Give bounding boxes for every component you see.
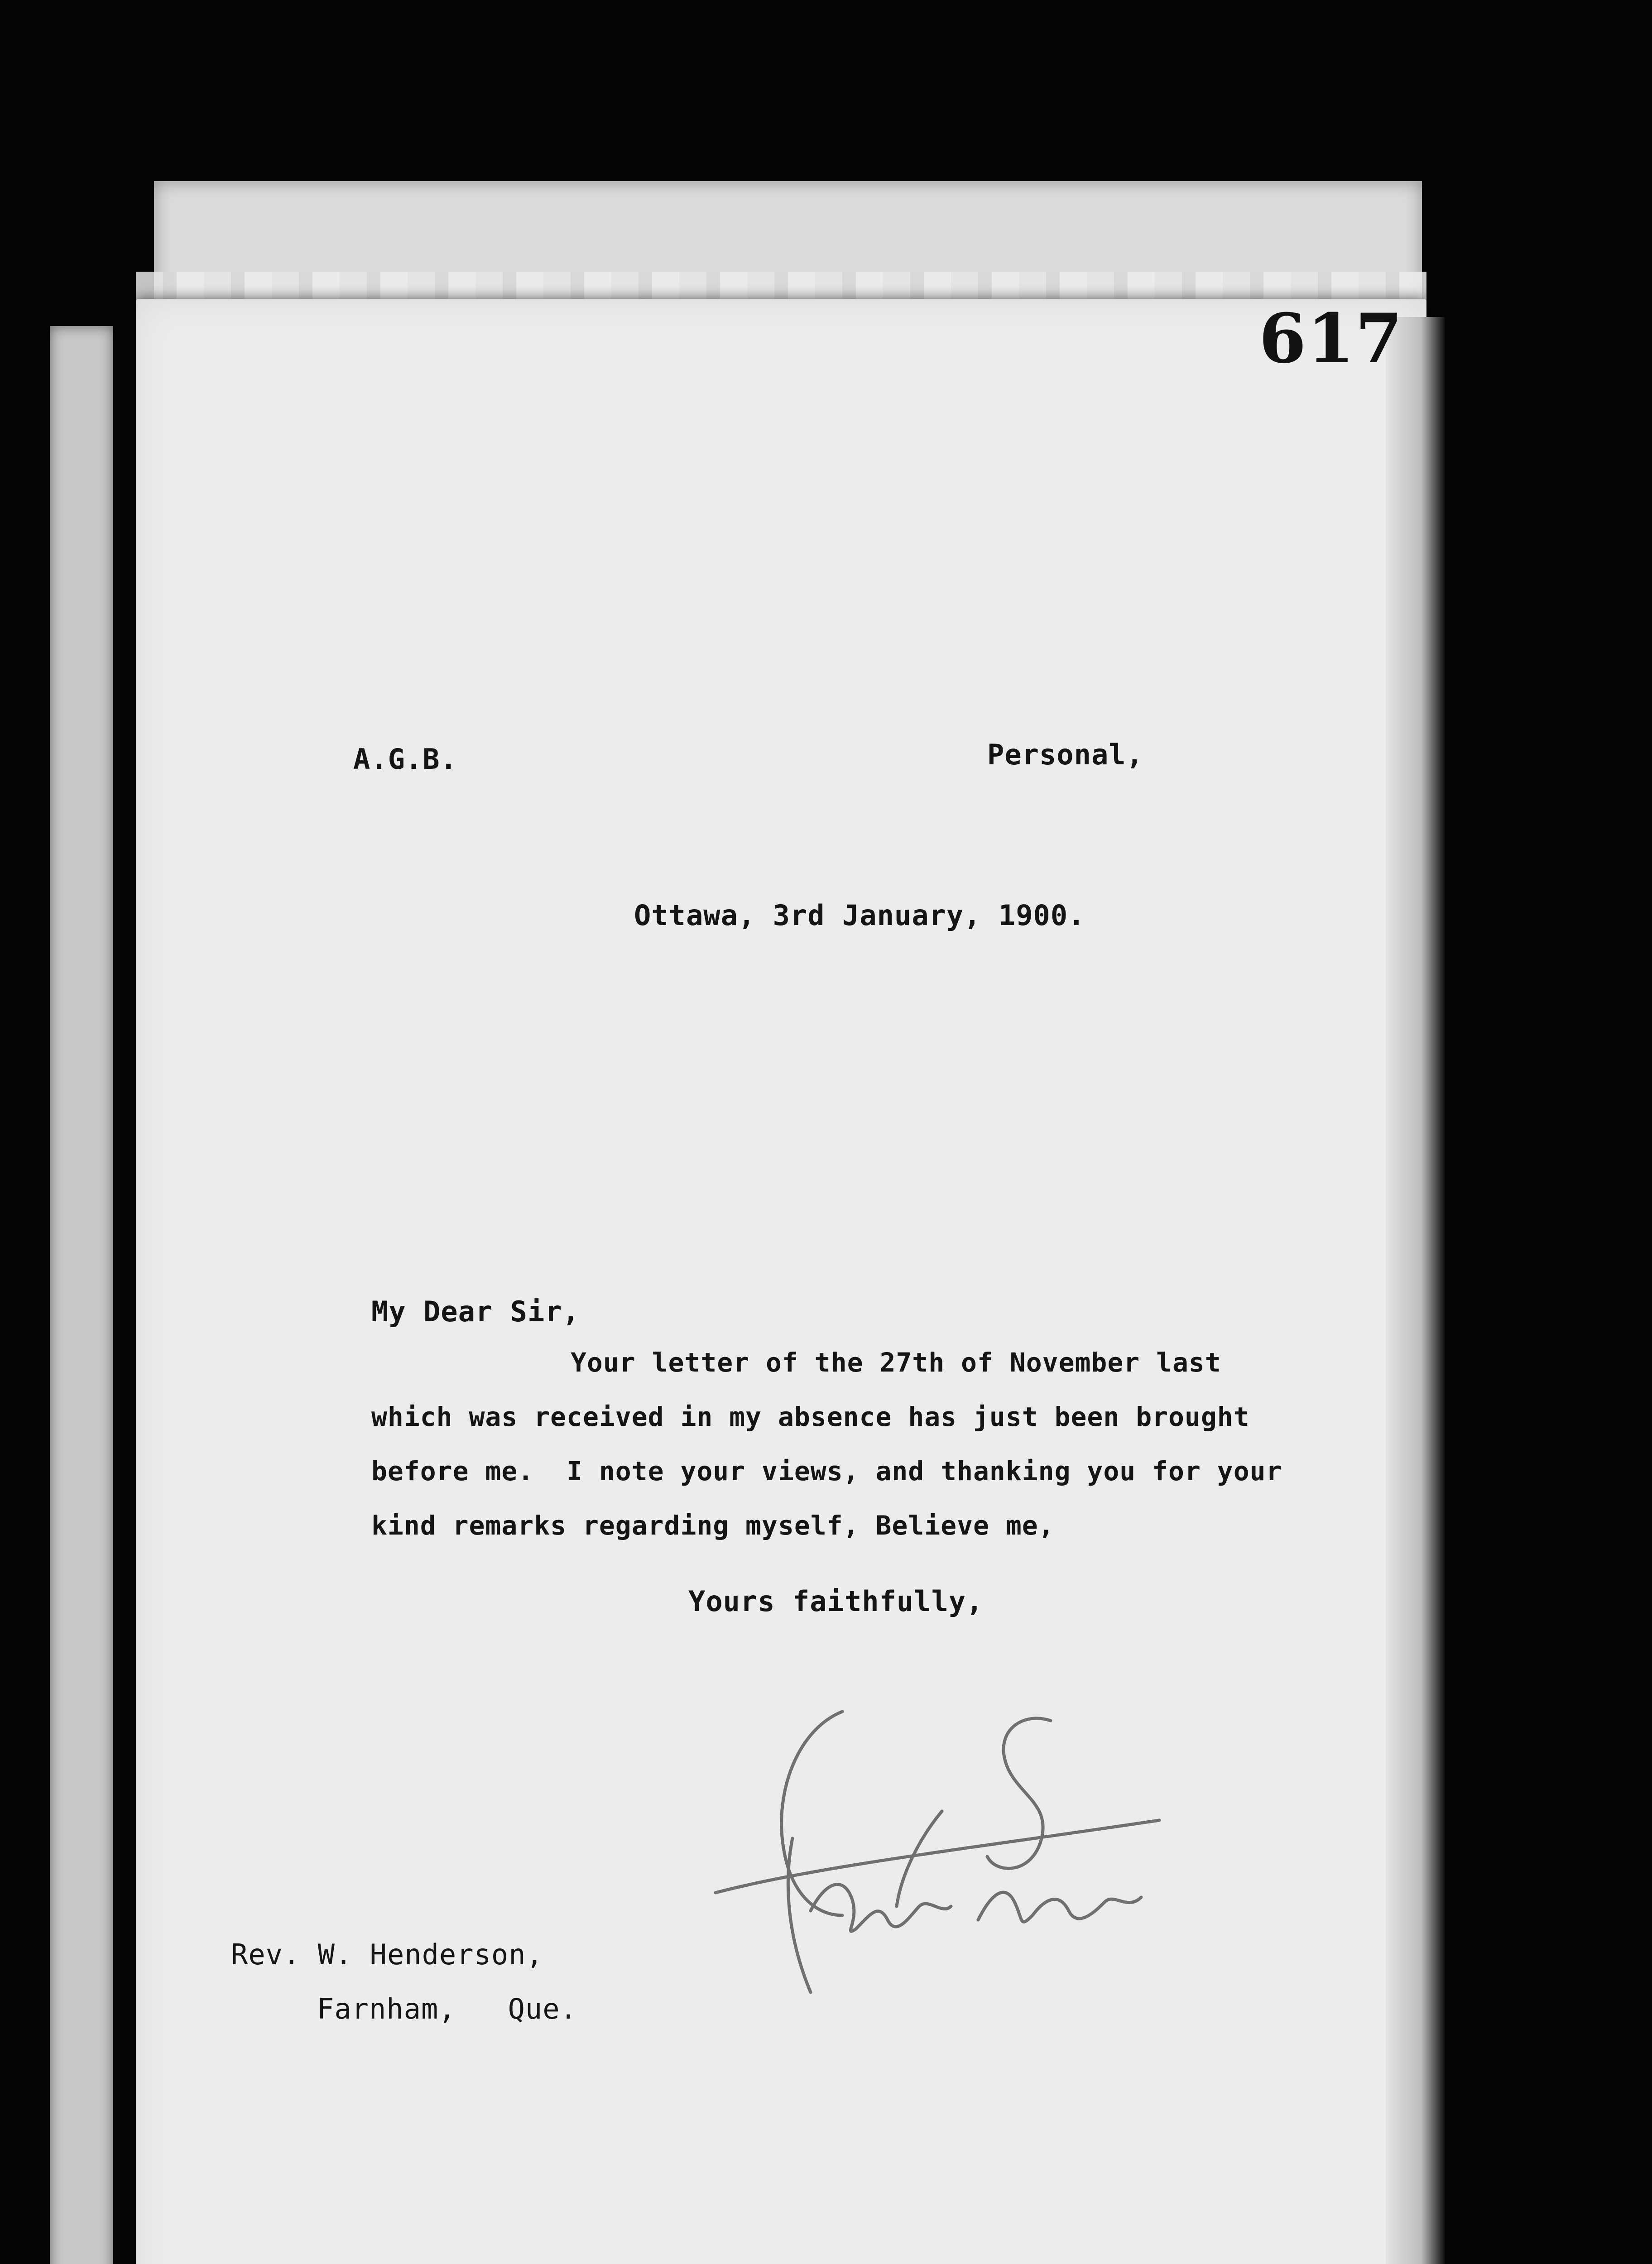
body-line-3: before me. I note your views, and thanking you for your [371, 1456, 1282, 1487]
reference-initials: A.G.B. [353, 743, 457, 776]
dateline: Ottawa, 3rd January, 1900. [634, 899, 1085, 932]
classification-mark: Personal, [987, 738, 1143, 771]
handwritten-signature [706, 1703, 1186, 2047]
underlying-page-edge [50, 326, 113, 2264]
body-line-2: which was received in my absence has just been brought [371, 1401, 1250, 1432]
addressee-place: Farnham, Que. [317, 1992, 577, 2025]
body-line-1: Your letter of the 27th of November last [571, 1347, 1221, 1378]
body-line-4: kind remarks regarding myself, Believe me, [371, 1510, 1055, 1541]
addressee-name: Rev. W. Henderson, [231, 1938, 543, 1971]
salutation: My Dear Sir, [371, 1295, 580, 1328]
closing: Yours faithfully, [688, 1585, 984, 1618]
folio-number: 617 [1259, 299, 1404, 379]
sheet-right-edge [1386, 317, 1445, 2264]
